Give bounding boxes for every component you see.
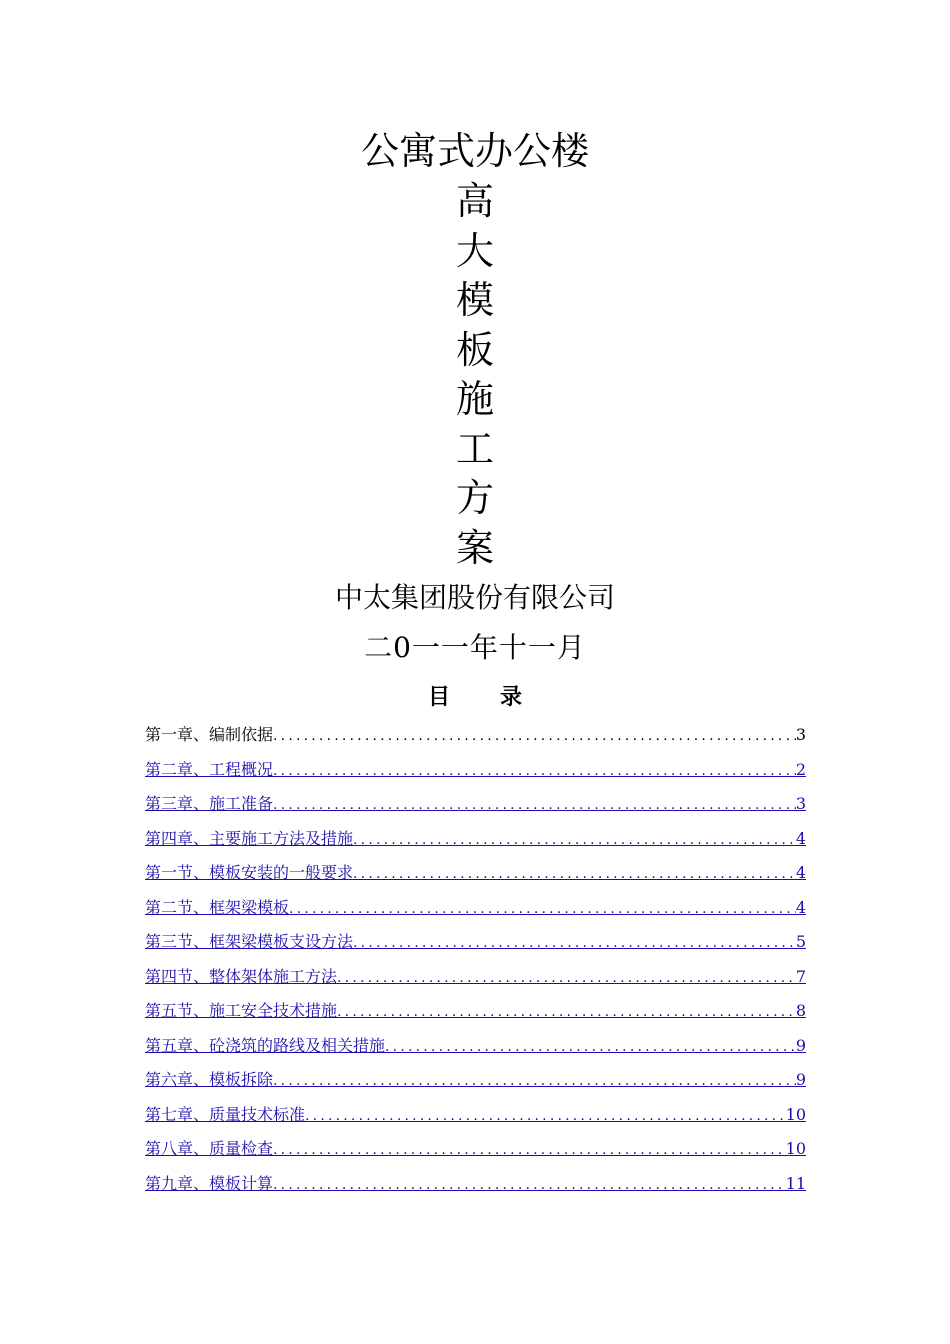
toc-entry-label: 第七章、质量技术标准 bbox=[145, 1104, 306, 1124]
toc-entry[interactable] bbox=[145, 996, 806, 1031]
toc-entry-page: 4 bbox=[795, 897, 806, 917]
toc-entry-label: 第二章、工程概况 bbox=[145, 759, 274, 779]
toc-entry[interactable] bbox=[145, 1031, 806, 1066]
toc-entry[interactable] bbox=[145, 755, 806, 790]
toc-entry[interactable] bbox=[145, 962, 806, 997]
toc-heading-char: 录 bbox=[500, 684, 523, 710]
toc-entry bbox=[145, 720, 806, 755]
toc-leader-dots bbox=[337, 963, 796, 993]
toc-entry-page: 9 bbox=[795, 1035, 806, 1055]
vertical-title-char: 案 bbox=[455, 525, 494, 570]
toc-entry-label: 第三节、框架梁模板支设方法 bbox=[145, 932, 354, 951]
toc-leader-dots bbox=[353, 825, 796, 855]
toc-leader-dots bbox=[273, 756, 796, 786]
toc-entry-label: 第一章、编制依据 bbox=[145, 725, 274, 744]
toc-leader-dots bbox=[273, 1066, 796, 1096]
toc-entry-page: 3 bbox=[795, 725, 806, 744]
toc-heading-char: 目 bbox=[427, 684, 450, 710]
toc-leader-dots bbox=[273, 790, 796, 820]
toc-entry-label: 第四节、整体架体施工方法 bbox=[145, 966, 338, 986]
toc-leader-dots bbox=[273, 1135, 786, 1165]
toc-entry-page: 5 bbox=[795, 932, 806, 951]
vertical-title-char: 板 bbox=[455, 327, 494, 372]
toc-entry-label: 第一节、模板安装的一般要求 bbox=[145, 863, 354, 882]
vertical-title-char: 工 bbox=[455, 426, 494, 471]
toc-entry-page: 4 bbox=[795, 863, 806, 882]
toc-entry[interactable] bbox=[145, 789, 806, 824]
toc-entry[interactable] bbox=[145, 1169, 806, 1204]
document-date: 二0一一年十一月 bbox=[364, 631, 586, 664]
toc-entry-page: 10 bbox=[785, 1104, 806, 1124]
toc-entry[interactable] bbox=[145, 893, 806, 928]
vertical-title-char: 大 bbox=[455, 228, 494, 273]
toc-entry-page: 7 bbox=[795, 966, 806, 986]
vertical-title bbox=[0, 177, 950, 573]
toc-entry-page: 11 bbox=[785, 1173, 806, 1193]
toc-entry-page: 9 bbox=[795, 1070, 806, 1089]
company-name: 中太集团股份有限公司 bbox=[334, 581, 615, 614]
toc-entry-label: 第五章、砼浇筑的路线及相关措施 bbox=[145, 1035, 386, 1055]
toc-entry-page: 8 bbox=[795, 1001, 806, 1020]
toc-entry-label: 第五节、施工安全技术措施 bbox=[145, 1001, 338, 1020]
vertical-title-char: 模 bbox=[455, 278, 494, 322]
toc-entry[interactable] bbox=[145, 1065, 806, 1100]
vertical-title-char: 施 bbox=[455, 377, 494, 421]
toc-entry-label: 第三章、施工准备 bbox=[145, 794, 274, 813]
toc-entry[interactable] bbox=[145, 927, 806, 962]
toc-entry[interactable] bbox=[145, 1134, 806, 1169]
toc-leader-dots bbox=[353, 859, 796, 889]
toc-heading bbox=[0, 681, 950, 713]
vertical-title-char: 方 bbox=[455, 476, 494, 520]
toc-entry-label: 第六章、模板拆除 bbox=[145, 1070, 274, 1089]
toc-entry-label: 第八章、质量检查 bbox=[145, 1139, 274, 1158]
toc-entry-page: 10 bbox=[785, 1139, 806, 1158]
toc-leader-dots bbox=[289, 894, 796, 924]
toc-leader-dots bbox=[385, 1032, 796, 1062]
toc-entry[interactable] bbox=[145, 1100, 806, 1135]
table-of-contents bbox=[145, 720, 806, 1203]
toc-entry-page: 3 bbox=[795, 794, 806, 813]
toc-entry-label: 第九章、模板计算 bbox=[145, 1173, 274, 1193]
toc-leader-dots bbox=[305, 1101, 786, 1131]
toc-entry-label: 第二节、框架梁模板 bbox=[145, 897, 290, 917]
toc-leader-dots bbox=[273, 1170, 786, 1200]
document-title: 公寓式办公楼 bbox=[360, 129, 589, 173]
toc-entry-label: 第四章、主要施工方法及措施 bbox=[145, 828, 354, 848]
toc-entry[interactable] bbox=[145, 858, 806, 893]
toc-leader-dots bbox=[353, 928, 796, 958]
toc-leader-dots bbox=[337, 997, 796, 1027]
toc-entry[interactable] bbox=[145, 824, 806, 859]
toc-leader-dots bbox=[273, 721, 796, 751]
toc-entry-page: 4 bbox=[795, 828, 806, 848]
vertical-title-char: 高 bbox=[455, 179, 494, 223]
toc-entry-page: 2 bbox=[795, 759, 806, 779]
